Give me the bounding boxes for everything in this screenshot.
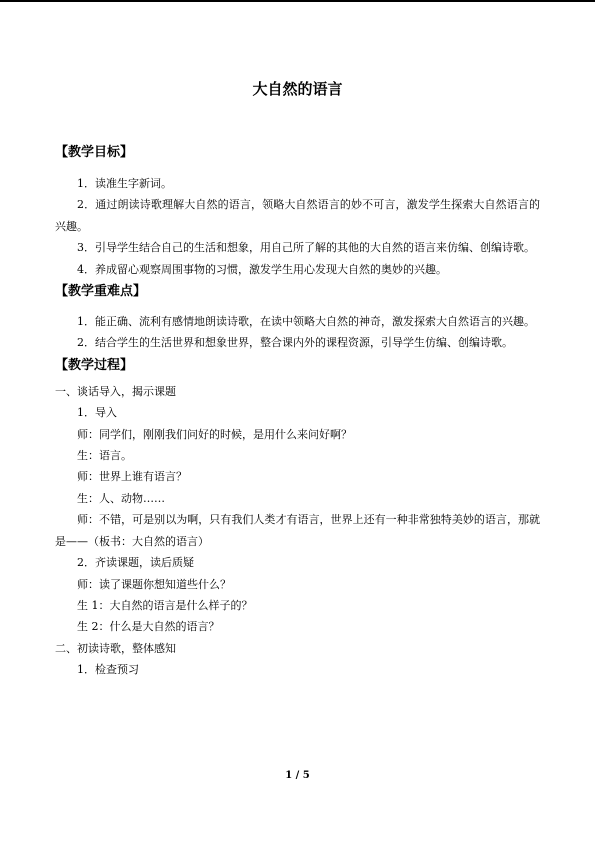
document-body: [55, 142, 540, 681]
heading-process: 【教学过程】: [55, 357, 134, 373]
key-point-item-2: 2．结合学生的生活世界和想象世界，整合课内外的课程资源，引导学生仿编、创编诗歌。: [77, 336, 513, 350]
dialogue-line: 生：语言。: [77, 449, 132, 463]
objective-item-3: 3．引导学生结合自己的生活和想象，用自己所了解的其他的大自然的语言来仿编、创编诗歌。: [77, 241, 535, 255]
process-substep-read-title: 2．齐读课题，读后质疑: [77, 556, 194, 570]
dialogue-line: 师：读了课题你想知道些什么？: [77, 577, 231, 591]
dialogue-line: 师：不错，可是别以为啊，只有我们人类才有语言，世界上还有一种非常独特美妙的语言，那就是——（板书：大自然的语言）: [55, 513, 540, 548]
page-number: 1 / 5: [285, 770, 310, 781]
dialogue-line: 生 2：什么是大自然的语言？: [77, 620, 220, 634]
process-step-2: 二、初读诗歌，整体感知: [55, 641, 176, 655]
key-points-list: [55, 311, 540, 354]
objective-item-1: 1．读准生字新词。: [77, 177, 172, 190]
objective-item-2: 2．通过朗读诗歌理解大自然的语言，领略大自然语言的妙不可言，激发学生探索大自然语言的兴趣。: [55, 198, 540, 233]
dialogue-line: 师：世界上谁有语言？: [77, 470, 187, 484]
process-substep-intro: 1．导入: [77, 406, 117, 420]
dialogue-line: 生 1：大自然的语言是什么样子的？: [77, 598, 253, 612]
page-top-border: [0, 0, 595, 2]
dialogue-line: 师：同学们，刚刚我们问好的时候，是用什么来问好啊？: [77, 427, 352, 441]
dialogue-line: 生：人、动物……: [77, 491, 165, 505]
heading-objectives: 【教学目标】: [55, 145, 134, 160]
process-step-1: 一、谈话导入，揭示课题: [55, 384, 176, 398]
objectives-list: [55, 173, 540, 280]
process-substep-preview: 1．检查预习: [77, 663, 139, 677]
heading-key-points: 【教学重难点】: [55, 284, 147, 300]
process-list: [55, 381, 540, 681]
document-title: 大自然的语言: [252, 80, 343, 98]
key-point-item-1: 1．能正确、流利有感情地朗读诗歌，在读中领略大自然的神奇，激发探索大自然语言的兴趣。: [77, 315, 535, 329]
objective-item-4: 4．养成留心观察周围事物的习惯，激发学生用心发现大自然的奥妙的兴趣。: [77, 262, 447, 276]
